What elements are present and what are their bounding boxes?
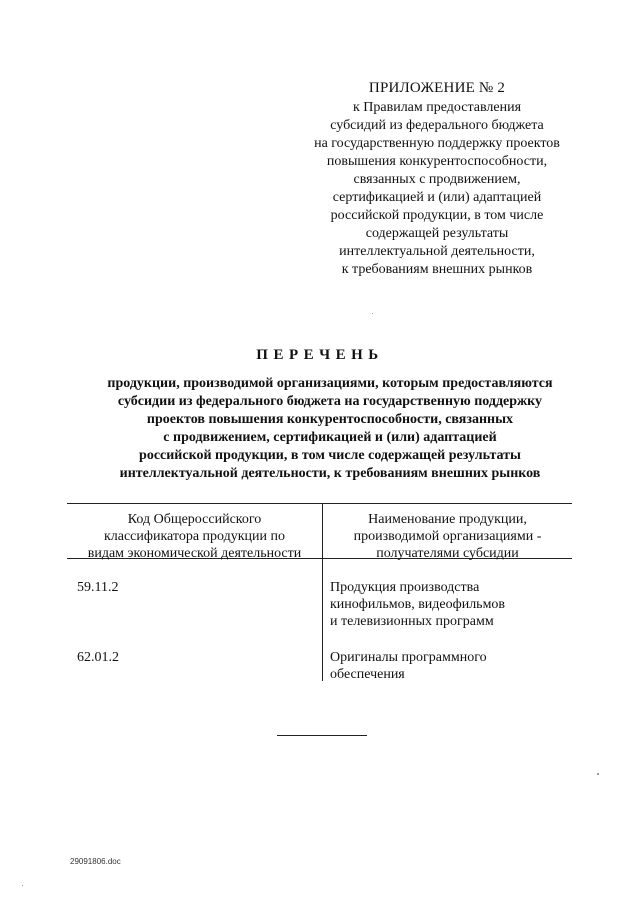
appendix-header [284, 78, 590, 279]
header-code [67, 511, 322, 562]
appendix-title: ПРИЛОЖЕНИЕ № 2 [368, 80, 506, 96]
appendix-line: повышения конкурентоспособности, [326, 154, 548, 169]
product-name-line: и телевизионных программ [330, 614, 494, 629]
header-name [323, 511, 572, 562]
appendix-line: к требованиям внешних рынков [341, 262, 533, 277]
footer-filename: 29091806.doc [70, 857, 121, 866]
product-name [330, 579, 505, 630]
subtitle-line: российской продукции, в том числе содержащей результаты [139, 448, 521, 463]
header-code-line: классификатора продукции по [103, 529, 286, 544]
appendix-line: к Правилам предоставления [352, 100, 522, 115]
header-name-line: Наименование продукции, [368, 512, 527, 527]
product-name [330, 649, 487, 683]
appendix-line: содержащей результаты [365, 226, 509, 241]
scan-speck [22, 885, 23, 886]
product-name-line: кинофильмов, видеофильмов [330, 597, 506, 612]
subtitle-line: с продвижением, сертификацией и (или) адаптацией [163, 430, 497, 445]
appendix-line: сертификацией и (или) адаптацией [332, 190, 542, 205]
appendix-line: интеллектуальной деятельности, [339, 244, 535, 259]
appendix-line: субсидий из федерального бюджета [330, 118, 544, 133]
list-subtitle [40, 375, 620, 483]
subtitle-line: интеллектуальной деятельности, к требованиям внешних рынков [119, 466, 541, 481]
scan-speck [372, 313, 373, 314]
header-code-line: видам экономической деятельности [87, 546, 302, 561]
subtitle-line: продукции, производимой организациями, которым предоставляются [107, 376, 553, 391]
product-name-line: Продукция производства [330, 580, 480, 595]
subtitle-line: проектов повышения конкурентоспособности, связанных [146, 412, 514, 427]
list-title: ПЕРЕЧЕНЬ [256, 347, 384, 363]
header-name-line: производимой организациями - [353, 529, 542, 544]
appendix-line: российской продукции, в том числе [330, 208, 544, 223]
table-top-border [67, 503, 572, 504]
appendix-line: на государственную поддержку проектов [314, 136, 560, 151]
product-name-line: Оригиналы программного [330, 650, 487, 665]
subtitle-line: субсидии из федерального бюджета на государственную поддержку [117, 394, 543, 409]
scan-speck [597, 773, 599, 775]
appendix-line: связанных с продвижением, [353, 172, 521, 187]
product-code: 62.01.2 [77, 650, 119, 665]
header-name-line: получателями субсидии [376, 546, 519, 561]
header-code-line: Код Общероссийского [127, 512, 262, 527]
end-separator-rule [277, 735, 367, 736]
product-code: 59.11.2 [77, 580, 119, 595]
product-name-line: обеспечения [330, 667, 405, 682]
